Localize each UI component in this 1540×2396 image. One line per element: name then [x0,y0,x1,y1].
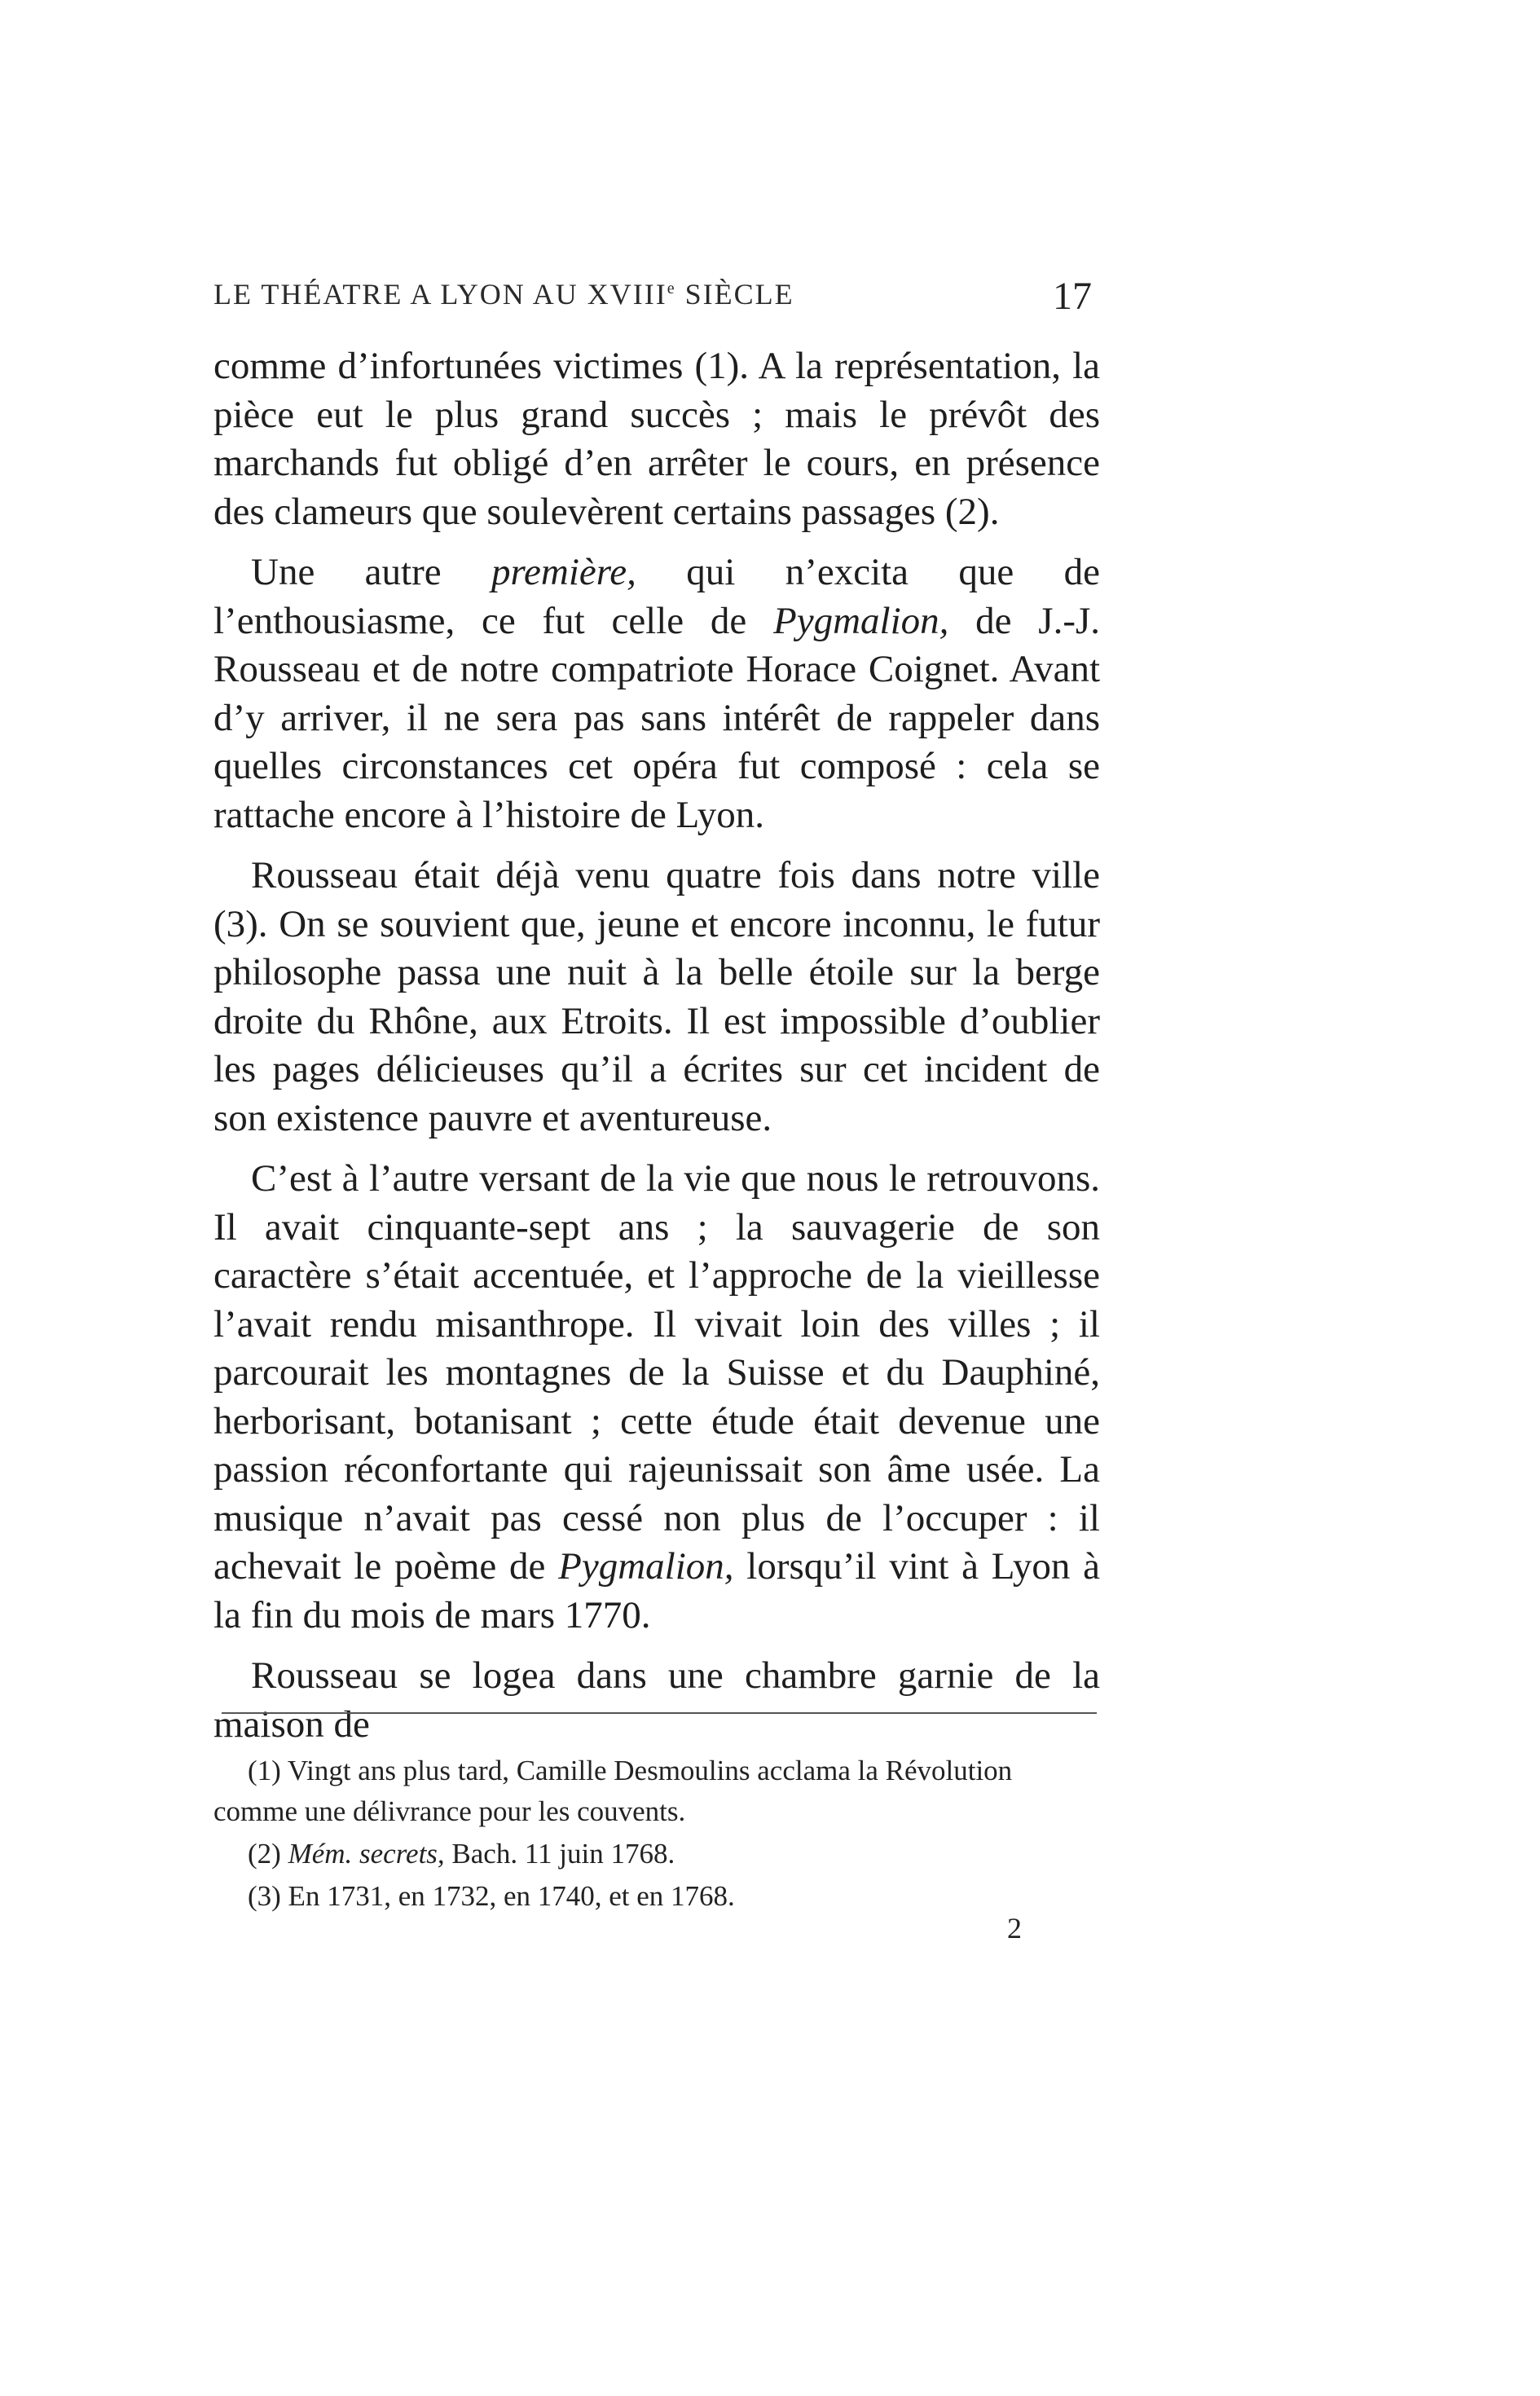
footnote [213,1751,1102,1832]
text-run: Bach. 11 juin 1768. [444,1838,675,1870]
page-number: 17 [1053,275,1092,318]
title-superscript: e [667,280,676,297]
italic-text: Pygmalion, [558,1545,734,1588]
footnote [213,1876,1102,1917]
running-title-end: SIÈCLE [675,278,794,311]
signature-mark: 2 [1007,1912,1022,1945]
text-run: de J.-J. Rousseau et de notre compatriote Horace Coignet. Avant d’y arriver, il ne sera pas sans intérêt de rappeler dans quelles circonstances cet opéra fut composé : cela se rattache encore à l’histoire de Lyon. [213,599,1101,836]
italic-text: Mém. secrets, [288,1838,445,1870]
text-run: lorsqu’il vint à Lyon à la fin du mois de mars 1770. [213,1545,1100,1636]
paragraph [213,548,1100,839]
text-run: (3) En 1731, en 1732, en 1740, et en 1768. [248,1880,735,1912]
main-text [213,342,1100,1749]
paragraph [213,1155,1100,1640]
footnote-divider [222,1712,1097,1714]
text-run: (1) Vingt ans plus tard, Camille Desmoulins acclama la Révolution comme une délivrance pour les couvents. [213,1755,1013,1827]
paragraph [213,342,1100,536]
footnotes [213,1751,1102,1918]
text-run: Une autre [251,551,491,593]
text-run: C’est à l’autre versant de la vie que nous le retrouvons. Il avait cinquante-sept ans ; la sauvagerie de son caractère s’était accentuée, et l’approche de la vieillesse l’avait rendu misanthrope. Il vivait loin des villes ; il parcourait les montagnes de la Suisse et du Dauphiné, herborisant, botanisant ; cette étude était devenue une passion réconfortante qui rajeunissait son âme usée. La musique n’avait pas cessé non plus de l’occuper : il achevait le poème de [213,1157,1100,1588]
italic-text: Pygmalion, [773,599,949,642]
text-run: (2) [248,1838,288,1870]
paragraph [213,1652,1100,1749]
paragraph [213,852,1100,1143]
text-run: qui n’excita que de l’enthousiasme, ce fut celle de [213,551,1100,642]
text-run: Rousseau était déjà venu quatre fois dans notre ville (3). On se souvient que, jeune et encore inconnu, le futur philosophe passa une nuit à la belle étoile sur la berge droite du Rhône, aux Etroits. Il est impossible d’oublier les pages délicieuses qu’il a écrites sur cet incident de son existence pauvre et aventureuse. [213,854,1100,1139]
running-header [213,277,1110,311]
text-run: comme d’infortunées victimes (1). A la représentation, la pièce eut le plus grand succès ; mais le prévôt des marchands fut obligé d’en arrêter le cours, en présence des clameurs que soulevèrent certains passages (2). [213,345,1100,533]
running-title: LE THÉATRE A LYON AU XVIII [213,278,667,311]
italic-text: première, [491,551,636,593]
text-run: Rousseau se logea dans une chambre garnie de la maison de [213,1654,1100,1746]
footnote [213,1834,1102,1874]
